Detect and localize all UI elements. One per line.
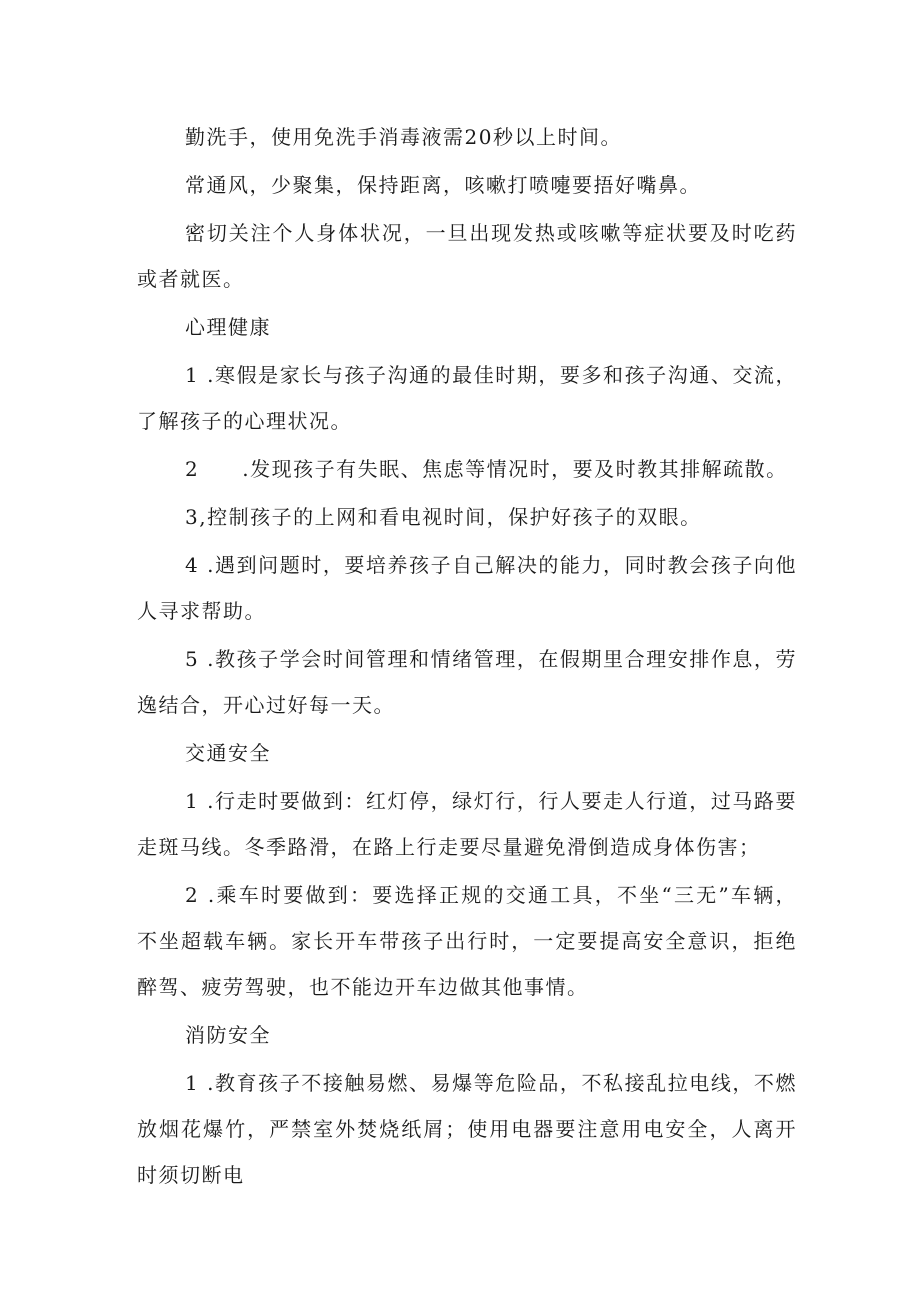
paragraph: 密切关注个人身体状况，一旦出现发热或咳嗽等症状要及时吃药或者就医。: [137, 221, 797, 291]
paragraph: 2 .发现孩子有失眠、焦虑等情况时，要及时教其排解疏散。: [185, 457, 788, 481]
paragraph: 1 .寒假是家长与孩子沟通的最佳时期，要多和孩子沟通、交流，了解孩子的心理状况。: [137, 363, 797, 433]
paragraph: 2 .乘车时要做到：要选择正规的交通工具，不坐“三无”车辆，不坐超载车辆。家长开车带孩子出行时，一定要提高安全意识，拒绝醉驾、疲劳驾驶，也不能边开车边做其他事情。: [137, 883, 797, 999]
paragraph: 4 .遇到问题时，要培养孩子自己解决的能力，同时教会孩子向他人寻求帮助。: [137, 553, 797, 623]
paragraph: 1 .行走时要做到：红灯停，绿灯行，行人要走人行道，过马路要走斑马线。冬季路滑，在路上行走要尽量避免滑倒造成身体伤害；: [137, 789, 797, 859]
paragraph: 5 .教孩子学会时间管理和情绪管理，在假期里合理安排作息，劳逸结合，开心过好每一天。: [137, 647, 797, 717]
section-heading-fire-safety: 消防安全: [185, 1023, 271, 1047]
paragraph: 勤洗手，使用免洗手消毒液需20秒以上时间。: [185, 125, 622, 149]
paragraph: 常通风，少聚集，保持距离，咳嗽打喷嚏要捂好嘴鼻。: [185, 173, 701, 197]
document-page: [137, 114, 797, 1200]
section-heading-mental-health: 心理健康: [185, 315, 271, 339]
paragraph: 1 .教育孩子不接触易燃、易爆等危险品，不私接乱拉电线，不燃放烟花爆竹，严禁室外焚烧纸屑；使用电器要注意用电安全，人离开时须切断电: [137, 1071, 797, 1187]
section-heading-traffic-safety: 交通安全: [185, 741, 271, 765]
paragraph: 3,控制孩子的上网和看电视时间，保护好孩子的双眼。: [185, 505, 702, 529]
